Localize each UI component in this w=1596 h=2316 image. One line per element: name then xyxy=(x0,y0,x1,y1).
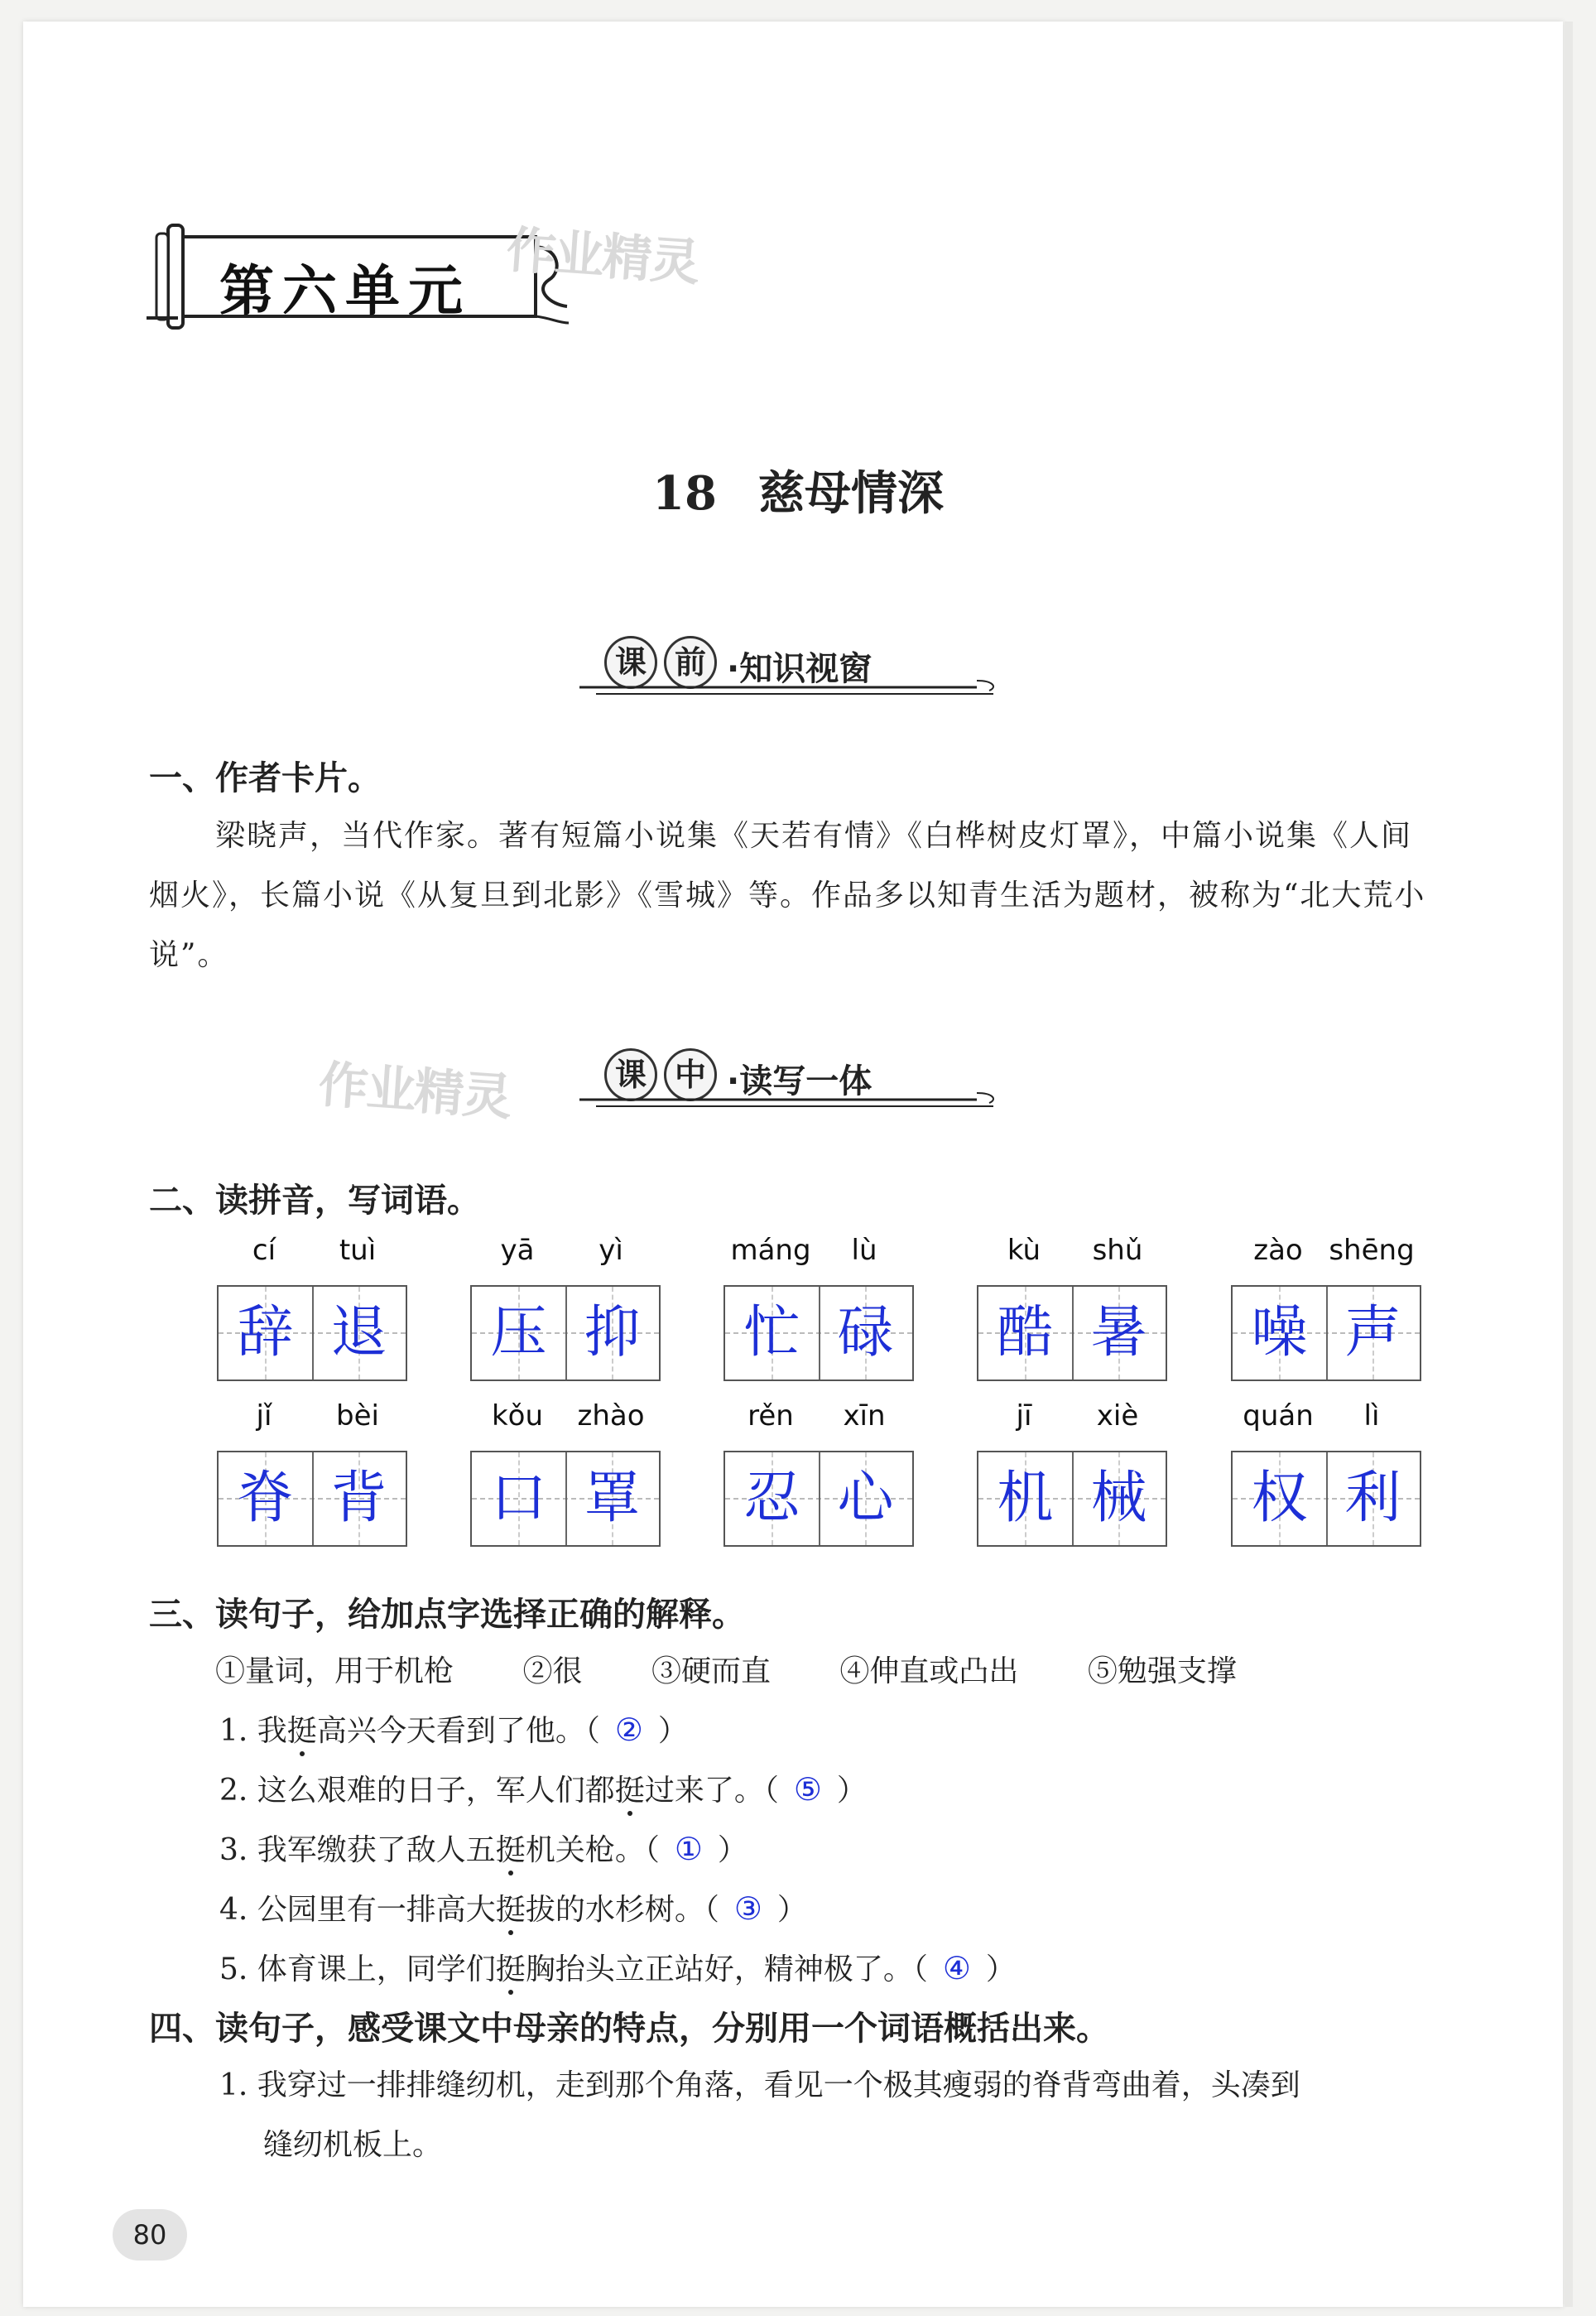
pinyin-syllable: shēng xyxy=(1329,1234,1415,1267)
watermark: 作业精灵 xyxy=(504,220,700,292)
section-label: ·知识视窗 xyxy=(727,650,873,688)
pinyin-syllable: lì xyxy=(1363,1399,1380,1432)
pinyin-syllable: tuì xyxy=(339,1234,377,1267)
sentence-text: 1. 我 xyxy=(219,1714,287,1748)
pinyin-syllable: cí xyxy=(252,1234,276,1267)
writing-box xyxy=(217,1451,407,1547)
sentence-text: 胸抬头立正站好，精神极了。（ xyxy=(525,1952,928,1986)
pinyin-syllable: lù xyxy=(851,1234,877,1267)
answer-mark: ③ xyxy=(733,1890,762,1927)
q4-sentence-line2: 缝纫机板上。 xyxy=(263,2128,443,2162)
sentence-text: 机关枪。（ xyxy=(525,1833,660,1867)
answer-char: 脊 xyxy=(237,1466,294,1531)
writing-box xyxy=(977,1285,1167,1381)
sentence-text: 3. 我军缴获了敌人五 xyxy=(219,1833,496,1867)
pinyin-syllable: yì xyxy=(598,1234,623,1267)
q1-heading: 一、作者卡片。 xyxy=(149,758,381,797)
answer-char: 心 xyxy=(837,1466,894,1531)
dotted-char: 挺 xyxy=(286,1714,317,1748)
writing-box xyxy=(217,1285,407,1381)
sentence-text: 5. 体育课上，同学们 xyxy=(219,1952,496,1986)
option-1: ①量词，用于机枪 xyxy=(215,1654,454,1688)
sentence-text: 高兴今天看到了他。（ xyxy=(316,1714,600,1748)
pinyin-syllable: jī xyxy=(1016,1399,1032,1432)
answer-char: 退 xyxy=(330,1300,387,1365)
writing-box xyxy=(723,1451,914,1547)
answer-char: 权 xyxy=(1251,1466,1308,1531)
sentence-text: 拔的水杉树。（ xyxy=(525,1893,719,1927)
answer-char: 辞 xyxy=(237,1300,294,1365)
pinyin-syllable: xiè xyxy=(1096,1399,1139,1432)
answer-char: 背 xyxy=(330,1466,387,1531)
pinyin-syllable: shǔ xyxy=(1092,1234,1143,1267)
q3-sentence xyxy=(219,1707,688,1750)
q2-heading: 二、读拼音，写词语。 xyxy=(149,1181,480,1220)
section-badge-1: 课 xyxy=(604,636,657,689)
section-header-before-class xyxy=(579,636,1010,702)
pinyin-syllable: bèi xyxy=(336,1399,379,1432)
pinyin-syllable: zhào xyxy=(577,1399,645,1432)
pinyin-syllable: máng xyxy=(730,1234,811,1267)
answer-char: 抑 xyxy=(584,1300,641,1365)
pinyin-syllable: xīn xyxy=(843,1399,886,1432)
q1-text: 梁晓声，当代作家。著有短篇小说集《天若有情》《白桦树皮灯罩》，中篇小说集《人间烟火》，长篇小说《从复旦到北影》《雪城》等。作品多以知青生活为题材，被称为“北大荒小说”。 xyxy=(149,819,1426,972)
q3-heading: 三、读句子，给加点字选择正确的解释。 xyxy=(149,1595,745,1634)
page-edge xyxy=(1565,22,1573,2307)
pinyin-syllable: zào xyxy=(1253,1234,1303,1267)
dotted-char: 挺 xyxy=(495,1952,526,1986)
sentence-text: 过来了。（ xyxy=(644,1774,779,1808)
answer-char: 压 xyxy=(490,1300,547,1365)
pinyin-syllable: jǐ xyxy=(256,1399,272,1432)
q3-sentence xyxy=(219,1827,748,1869)
section-underline-icon xyxy=(579,636,1010,702)
sentence-text: ） xyxy=(717,1833,748,1867)
sentence-text: 4. 公园里有一排高大 xyxy=(219,1893,496,1927)
sentence-text: ） xyxy=(836,1774,867,1808)
option-2: ②很 xyxy=(522,1654,583,1688)
lesson-name: 慈母情深 xyxy=(757,466,944,521)
pinyin-syllable: quán xyxy=(1243,1399,1314,1432)
unit-title: 第六单元 xyxy=(219,258,471,323)
pinyin-syllable: kǒu xyxy=(491,1399,544,1432)
q3-sentence xyxy=(219,1767,867,1809)
answer-mark: ⑤ xyxy=(793,1771,822,1808)
section-badge-4: 中 xyxy=(664,1048,717,1101)
dotted-char: 挺 xyxy=(495,1893,526,1927)
page-number: 80 xyxy=(113,2209,187,2261)
option-3: ③硬而直 xyxy=(651,1654,771,1688)
q4-heading: 四、读句子，感受课文中母亲的特点，分别用一个词语概括出来。 xyxy=(149,2009,1109,2048)
answer-mark: ④ xyxy=(942,1950,971,1986)
answer-char: 噪 xyxy=(1251,1300,1308,1365)
section-header-in-class xyxy=(579,1048,1010,1115)
q3-sentence xyxy=(219,1946,1016,1988)
sentence-text: ） xyxy=(985,1952,1016,1986)
answer-char: 酷 xyxy=(997,1300,1054,1365)
writing-box xyxy=(470,1451,661,1547)
answer-char: 口 xyxy=(490,1466,547,1531)
writing-box xyxy=(977,1451,1167,1547)
answer-char: 碌 xyxy=(837,1300,894,1365)
section-badge-2: 前 xyxy=(664,636,717,689)
option-5: ⑤勉强支撑 xyxy=(1087,1654,1237,1688)
pinyin-syllable: kù xyxy=(1007,1234,1041,1267)
pinyin-syllable: yā xyxy=(500,1234,535,1267)
writing-box xyxy=(1231,1451,1421,1547)
q4-sentence-line1: 1. 我穿过一排排缝纫机，走到那个角落，看见一个极其瘦弱的脊背弯曲着，头凑到 xyxy=(219,2068,1300,2102)
answer-char: 机 xyxy=(997,1466,1054,1531)
lesson-number: 18 xyxy=(652,466,717,521)
writing-box xyxy=(470,1285,661,1381)
section-label-2: ·读写一体 xyxy=(727,1062,873,1100)
answer-mark: ① xyxy=(674,1831,703,1867)
section-underline-icon-2 xyxy=(579,1048,1010,1115)
sentence-text: ） xyxy=(776,1893,807,1927)
answer-char: 声 xyxy=(1344,1300,1401,1365)
dotted-char: 挺 xyxy=(495,1833,526,1867)
watermark-2: 作业精灵 xyxy=(316,1055,512,1127)
lesson-title xyxy=(0,457,1596,523)
sentence-text: ） xyxy=(657,1714,688,1748)
sentence-text: 2. 这么艰难的日子，军人们都 xyxy=(219,1774,615,1808)
option-4: ④伸直或凸出 xyxy=(839,1654,1019,1688)
pinyin-syllable: rěn xyxy=(748,1399,794,1432)
answer-char: 忙 xyxy=(743,1300,800,1365)
dotted-char: 挺 xyxy=(614,1774,645,1808)
answer-char: 罩 xyxy=(584,1466,641,1531)
answer-char: 暑 xyxy=(1090,1300,1147,1365)
answer-char: 械 xyxy=(1090,1466,1147,1531)
answer-char: 忍 xyxy=(743,1466,800,1531)
answer-mark: ② xyxy=(614,1712,643,1748)
answer-char: 利 xyxy=(1344,1466,1401,1531)
q3-options xyxy=(215,1648,1296,1690)
q3-sentence xyxy=(219,1886,807,1928)
writing-box xyxy=(1231,1285,1421,1381)
section-badge-3: 课 xyxy=(604,1048,657,1101)
writing-box xyxy=(723,1285,914,1381)
